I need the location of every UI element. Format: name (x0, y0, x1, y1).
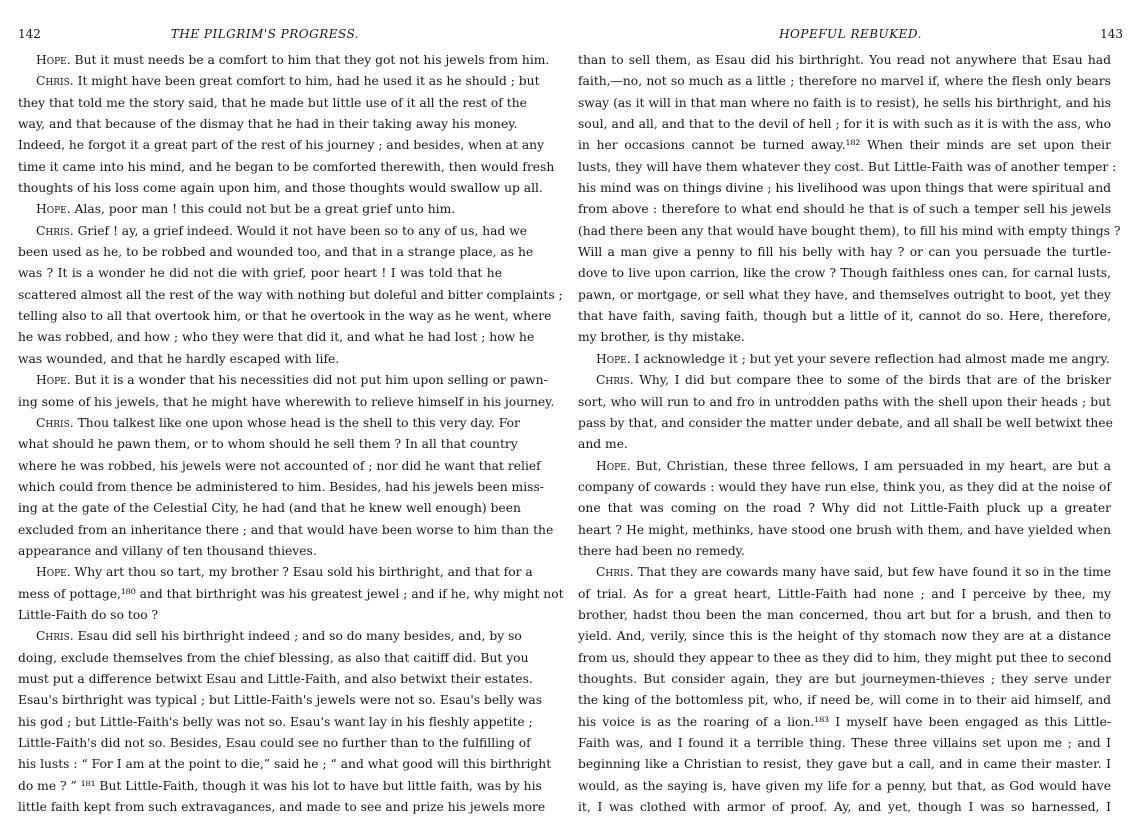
line-text: little faith kept from such extravagances, and made to see and prize his jewels more (18, 800, 546, 815)
line-text: mess of pottage,¹⁸⁰ and that birthright was his greatest jewel ; and if he, why might not (18, 586, 564, 601)
speaker-name: Hope. (36, 565, 71, 580)
text-line (578, 541, 1111, 562)
line-text: was ? It is a wonder he did not die with grief, poor heart ! I was told that he (18, 266, 502, 281)
line-text: heart ? He might, methinks, have stood one brush with them, and have yielded when (578, 522, 1111, 537)
speaker-name: Chris. (596, 565, 634, 580)
right-page (578, 0, 1128, 815)
running-title: HOPEFUL REBUKED. (779, 27, 922, 41)
line-text: company of cowards : would they have run else, think you, as they did at the noise of (578, 479, 1111, 494)
speaker-name: Hope. (36, 202, 71, 217)
text-line (578, 114, 1111, 135)
line-text: Esau did sell his birthright indeed ; and so do many besides, and, by so (73, 629, 522, 644)
text-line (18, 242, 534, 263)
text-line (578, 797, 1111, 818)
line-text: lusts, they will have them whatever they cost. But Little-Faith was of another temper : (578, 159, 1117, 174)
right-page-text (578, 50, 1121, 818)
text-line (18, 349, 502, 370)
line-text: which could from thence be administered to him. Besides, had his jewels been miss- (18, 479, 544, 494)
text-line (18, 413, 520, 434)
text-line (578, 584, 1111, 605)
text-line (18, 626, 522, 647)
line-text: Thou talkest like one upon whose head is the shell to this very day. For (73, 415, 520, 430)
line-text: Alas, poor man ! this could not but be a great grief unto him. (70, 202, 456, 217)
line-text: brother, hadst thou been the man concerned, thou art but for a brush, and then to (578, 607, 1111, 622)
line-text: Why art thou so tart, my brother ? Esau sold his birthright, and that for a (70, 565, 533, 580)
line-text: doing, exclude themselves from the chief blessing, as also that caitiff did. But you (18, 650, 529, 665)
line-text: must put a difference betwixt Esau and Little-Faith, and also betwixt their estates. (18, 671, 533, 686)
text-line (18, 93, 527, 114)
text-line (578, 498, 1111, 519)
line-text: from us, should they appear to thee as they did to him, they might put thee to second (578, 650, 1112, 665)
text-line (18, 477, 544, 498)
line-text: in her occasions cannot be turned away.¹⁸² When their minds are set upon their (578, 138, 1111, 153)
line-text: thoughts. But consider again, they are but journeymen-thieves ; they serve under (578, 671, 1111, 686)
right-page-header (578, 26, 1123, 42)
left-page-header (0, 26, 530, 42)
speaker-name: Chris. (36, 415, 74, 430)
text-line (578, 327, 1111, 348)
running-title: THE PILGRIM'S PROGRESS. (170, 27, 360, 41)
line-text: been used as he, to be robbed and wounded too, and that in a strange place, as he (18, 245, 534, 260)
line-text: his god ; but Little-Faith's belly was not so. Esau's want lay in his fleshly appetite ; (18, 714, 533, 729)
speaker-name: Hope. (596, 351, 631, 366)
text-line (578, 93, 1111, 114)
text-line (578, 733, 1111, 754)
line-text: telling also to all that overtook him, or that he overtook in the way as he went, where (18, 309, 552, 324)
line-text: pawn, or mortgage, or sell what they have, and themselves outright to boot, yet they (578, 287, 1111, 302)
line-text: his lusts : “ For I am at the point to die,” said he ; “ and what good will this birthright (18, 757, 552, 772)
text-line (578, 285, 1111, 306)
text-line (578, 263, 1111, 284)
text-line (18, 733, 531, 754)
text-line (18, 562, 533, 583)
text-line (18, 392, 555, 413)
text-line (578, 648, 1111, 669)
speaker-name: Chris. (36, 74, 74, 89)
line-text: what should he pawn them, or to whom should he sell them ? In all that country (18, 437, 518, 452)
line-text: way, and that because of the dismay that he had in their taking away his money. (18, 117, 518, 132)
text-line (578, 434, 1111, 455)
text-line (18, 370, 548, 391)
line-text: thoughts of his loss come again upon him, and those thoughts would swallow up all. (18, 181, 543, 196)
text-line (18, 541, 502, 562)
text-line (18, 754, 552, 775)
line-text: the king of the bottomless pit, who, if need be, will come in to their aid himself, and (578, 693, 1111, 708)
text-line (18, 605, 502, 626)
line-text: Indeed, he forgot it a great part of the rest of his journey ; and besides, when at any (18, 138, 545, 153)
line-text: Grief ! ay, a grief indeed. Would it not have been so to any of us, had we (73, 223, 528, 238)
line-text: Faith was, and I found it a terrible thing. These three villains set upon me ; and I (578, 736, 1111, 750)
line-text: Why, I did but compare thee to some of the birds that are of the brisker (633, 373, 1111, 388)
text-line (18, 327, 535, 348)
line-text: It might have been great comfort to him, had he used it as he should ; but (73, 74, 540, 89)
text-line (578, 306, 1111, 327)
text-line (578, 221, 1121, 242)
line-text: than to sell them, as Esau did his birthright. You read not anywhere that Esau had (578, 53, 1111, 67)
text-line (18, 285, 563, 306)
line-text: yield. And, verily, since this is the height of thy stomach now they are at a distance (578, 629, 1111, 644)
text-line (18, 648, 529, 669)
text-line (18, 178, 543, 199)
line-text: soul, and all, and that to the devil of hell ; for it is with such as it is with the ass, who (578, 117, 1111, 132)
line-text: where he was robbed, his jewels were not accounted of ; nor did he want that relief (18, 458, 541, 473)
text-line (18, 456, 541, 477)
line-text: there had been no remedy. (578, 543, 745, 558)
text-line (18, 434, 518, 455)
text-line (578, 712, 1111, 733)
text-line (18, 157, 555, 178)
text-line (578, 349, 1111, 370)
line-text: pass by that, and consider the matter under debate, and all shall be well betwixt thee (578, 415, 1113, 430)
line-text: his voice is as the roaring of a lion.¹⁸³ I myself have been engaged as this Little- (578, 714, 1111, 729)
text-line (578, 413, 1111, 434)
line-text: Esau's birthright was typical ; but Little-Faith's jewels were not so. Esau's belly was (18, 693, 543, 708)
line-text: of trial. As for a great heart, Little-Faith had none ; and I perceive by thee, my (578, 586, 1111, 601)
text-line (18, 498, 521, 519)
page-number: 143 (1100, 27, 1123, 41)
left-page (0, 0, 564, 815)
line-text: But it must needs be a comfort to him that they got not his jewels from him. (70, 53, 550, 67)
text-line (18, 135, 545, 156)
text-line (578, 626, 1111, 647)
speaker-name: Hope. (36, 373, 71, 388)
line-text: scattered almost all the rest of the way with nothing but doleful and bitter complaints ; (18, 287, 563, 302)
line-text: That they are cowards many have said, but few have found it so in the time (633, 565, 1111, 580)
text-line (18, 712, 533, 733)
text-line (578, 562, 1111, 583)
line-text: would, as the saying is, have given my life for a penny, but that, as God would have (578, 778, 1111, 793)
line-text: appearance and villany of ten thousand thieves. (18, 543, 317, 558)
speaker-name: Chris. (36, 223, 74, 238)
line-text: they that told me the story said, that he made but little use of it all the rest of the (18, 95, 527, 110)
speaker-name: Hope. (596, 458, 631, 473)
page-number: 142 (18, 27, 41, 41)
line-text: he was robbed, and how ; who they were that did it, and what he had lost ; how he (18, 330, 535, 345)
text-line (578, 520, 1111, 541)
speaker-name: Chris. (596, 373, 634, 388)
text-line (18, 263, 502, 284)
text-line (578, 178, 1111, 199)
text-line (18, 776, 542, 797)
line-text: (had there been any that would have bought them), to fill his mind with empty things ? (578, 223, 1121, 238)
line-text: excluded from an inheritance there ; and that would have been worse to him than the (18, 522, 554, 537)
text-line (578, 392, 1111, 413)
text-line (578, 242, 1111, 263)
line-text: sort, who will run to and fro in untrodden paths with the shell upon their heads ; but (578, 394, 1111, 409)
text-line (18, 690, 543, 711)
text-line (578, 605, 1111, 626)
text-line (578, 135, 1111, 156)
line-text: it, I was clothed with armor of proof. Ay, and yet, though I was so harnessed, I (578, 800, 1111, 815)
text-line (18, 221, 528, 242)
text-line (18, 50, 550, 71)
line-text: ing at the gate of the Celestial City, he had (and that he knew well enough) been (18, 501, 521, 516)
line-text: beginning like a Christian to resist, they gave but a call, and in came their master. I (578, 757, 1111, 772)
line-text: and me. (578, 437, 628, 452)
text-line (578, 71, 1111, 92)
line-text: But, Christian, these three fellows, I am persuaded in my heart, are but a (630, 458, 1111, 473)
line-text: sway (as it will in that man where no faith is to resist), he sells his birthright, and his (578, 95, 1111, 110)
text-line (578, 477, 1111, 498)
text-line (578, 157, 1117, 178)
text-line (18, 71, 540, 92)
text-line (578, 754, 1111, 775)
text-line (18, 114, 518, 135)
line-text: from above : therefore to what end should he that is of such a temper sell his jewels (578, 202, 1111, 217)
speaker-name: Chris. (36, 629, 74, 644)
line-text: ing some of his jewels, that he might have wherewith to relieve himself in his journey. (18, 394, 555, 409)
text-line (18, 306, 552, 327)
text-line (18, 584, 564, 605)
text-line (578, 199, 1111, 220)
line-text: Little-Faith's did not so. Besides, Esau could see no further than to the fulfilling of (18, 736, 531, 750)
text-line (578, 50, 1111, 71)
text-line (578, 669, 1111, 690)
line-text: that have faith, saving faith, though but a little of it, cannot do so. Here, therefore, (578, 309, 1111, 324)
line-text: time it came into his mind, and he began to be comforted therewith, then would fresh (18, 159, 555, 174)
line-text: my brother, is thy mistake. (578, 330, 745, 345)
text-line (18, 669, 533, 690)
line-text: was wounded, and that he hardly escaped with life. (18, 351, 340, 366)
text-line (578, 370, 1111, 391)
text-line (18, 797, 546, 818)
line-text: dove to live upon carrion, like the crow ? Though faithless ones can, for carnal lusts, (578, 266, 1111, 281)
text-line (18, 520, 554, 541)
line-text: Will a man give a penny to fill his belly with hay ? or can you persuade the turtle- (578, 245, 1111, 260)
line-text: faith,—no, not so much as a little ; therefore no marvel if, where the flesh only bears (578, 74, 1111, 89)
text-line (578, 776, 1111, 797)
line-text: I acknowledge it ; but yet your severe reflection had almost made me angry. (630, 351, 1110, 366)
line-text: do me ? ” ¹⁸¹ But Little-Faith, though it was his lot to have but little faith, was by his (18, 778, 542, 793)
line-text: one that was coming on the road ? Why did not Little-Faith pluck up a greater (578, 501, 1111, 516)
line-text: Little-Faith do so too ? (18, 607, 159, 622)
line-text: But it is a wonder that his necessities did not put him upon selling or pawn- (70, 373, 548, 388)
text-line (18, 199, 502, 220)
line-text: his mind was on things divine ; his livelihood was upon things that were spiritual and (578, 181, 1111, 196)
text-line (578, 690, 1111, 711)
text-line (578, 456, 1111, 477)
left-page-text (18, 50, 564, 818)
speaker-name: Hope. (36, 53, 71, 67)
